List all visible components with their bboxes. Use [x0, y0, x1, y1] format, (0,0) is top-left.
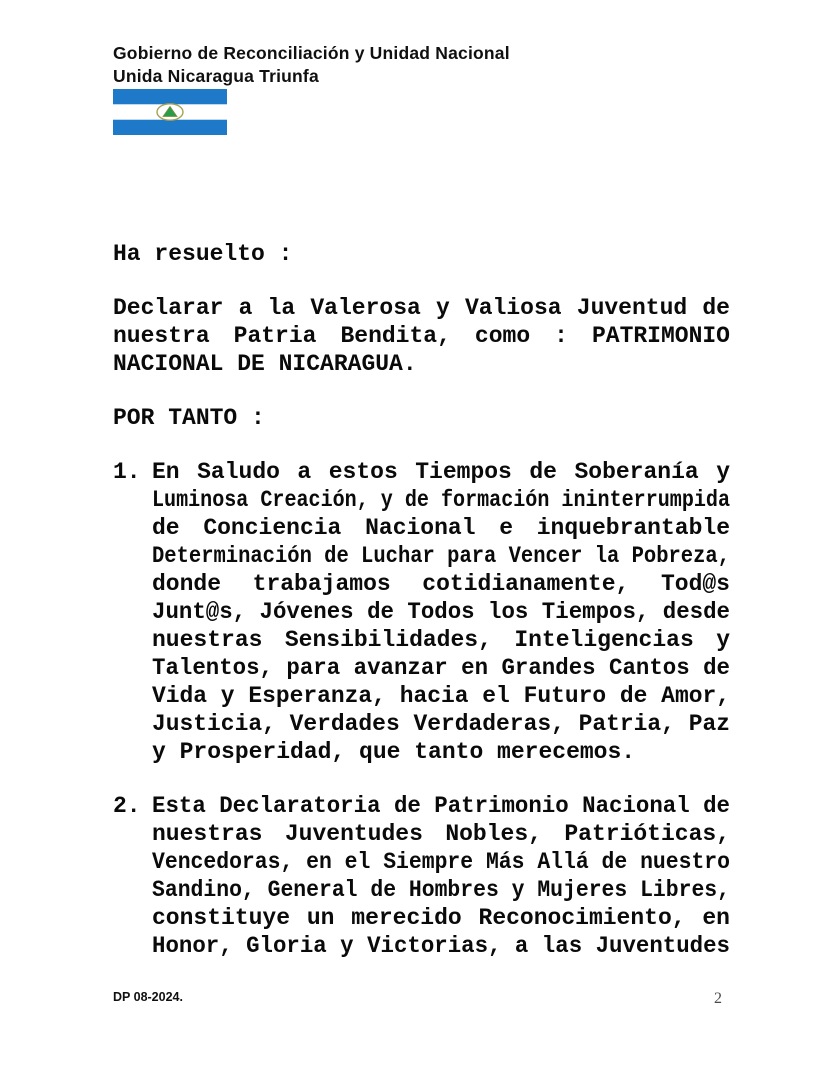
text-line — [113, 240, 730, 268]
text-line — [152, 904, 730, 932]
text-line — [113, 294, 730, 322]
text-line — [152, 820, 730, 848]
numbered-list-item — [113, 458, 730, 766]
paragraph — [113, 294, 730, 378]
text-line-content: y Prosperidad, que tanto merecemos. — [152, 739, 636, 765]
text-line-content: Sandino, General de Hombres y Mujeres Libres, — [152, 877, 730, 903]
numbered-list-item — [113, 792, 730, 960]
text-line — [113, 404, 730, 432]
text-line — [152, 876, 730, 904]
text-line — [152, 682, 730, 710]
text-line — [152, 848, 730, 876]
list-item-number: 1. — [113, 459, 141, 485]
header-government-title: Gobierno de Reconciliación y Unidad Nacional — [113, 43, 510, 63]
paragraph — [113, 240, 730, 268]
text-line — [152, 932, 730, 960]
list-item-number: 2. — [113, 793, 141, 819]
text-line — [152, 542, 730, 570]
text-line-content: NACIONAL DE NICARAGUA. — [113, 351, 417, 377]
text-line-content: donde trabajamos cotidianamente, Tod@s — [152, 571, 730, 597]
text-line-content: Vida y Esperanza, hacia el Futuro de Amor, — [152, 683, 730, 709]
text-line-content: nuestra Patria Bendita, como : PATRIMONIO — [113, 323, 730, 349]
text-line-content: Junt@s, Jóvenes de Todos los Tiempos, desde — [152, 599, 730, 625]
text-line — [113, 350, 730, 378]
text-line — [152, 458, 730, 486]
page-number: 2 — [714, 990, 722, 1007]
text-line-content: Determinación de Luchar para Vencer la Pobreza, — [152, 543, 730, 569]
text-line — [152, 514, 730, 542]
text-line — [152, 792, 730, 820]
text-line-content: de Conciencia Nacional e inquebrantable — [152, 515, 730, 541]
text-line — [152, 598, 730, 626]
text-line-content: Esta Declaratoria de Patrimonio Nacional de — [152, 793, 730, 819]
text-line — [152, 570, 730, 598]
text-line-content: nuestras Juventudes Nobles, Patrióticas, — [152, 821, 730, 847]
text-line-content: Ha resuelto : — [113, 241, 293, 267]
text-line — [152, 626, 730, 654]
text-line-content: En Saludo a estos Tiempos de Soberanía y — [152, 459, 730, 485]
text-line-content: constituye un merecido Reconocimiento, en — [152, 905, 730, 931]
text-line — [152, 654, 730, 682]
document-header — [113, 42, 510, 88]
document-body — [113, 240, 730, 986]
text-line — [152, 738, 730, 766]
text-line — [113, 322, 730, 350]
list-item-text — [152, 458, 730, 766]
document-code: DP 08-2024. — [113, 990, 183, 1004]
paragraph — [113, 404, 730, 432]
text-line-content: POR TANTO : — [113, 405, 265, 431]
text-line-content: Luminosa Creación, y de formación ininterrumpida — [152, 487, 730, 513]
text-line-content: Talentos, para avanzar en Grandes Cantos de — [152, 655, 730, 681]
header-motto: Unida Nicaragua Triunfa — [113, 66, 319, 86]
text-line — [152, 486, 730, 514]
text-line-content: nuestras Sensibilidades, Inteligencias y — [152, 627, 730, 653]
nicaragua-flag-image — [113, 89, 227, 135]
text-line-content: Declarar a la Valerosa y Valiosa Juventud de — [113, 295, 730, 321]
text-line — [152, 710, 730, 738]
text-line-content: Justicia, Verdades Verdaderas, Patria, Paz — [152, 711, 730, 737]
list-item-text — [152, 792, 730, 960]
nicaragua-flag-icon — [113, 89, 227, 135]
text-line-content: Vencedoras, en el Siempre Más Allá de nuestro — [152, 849, 730, 875]
text-line-content: Honor, Gloria y Victorias, a las Juventudes — [152, 933, 730, 959]
